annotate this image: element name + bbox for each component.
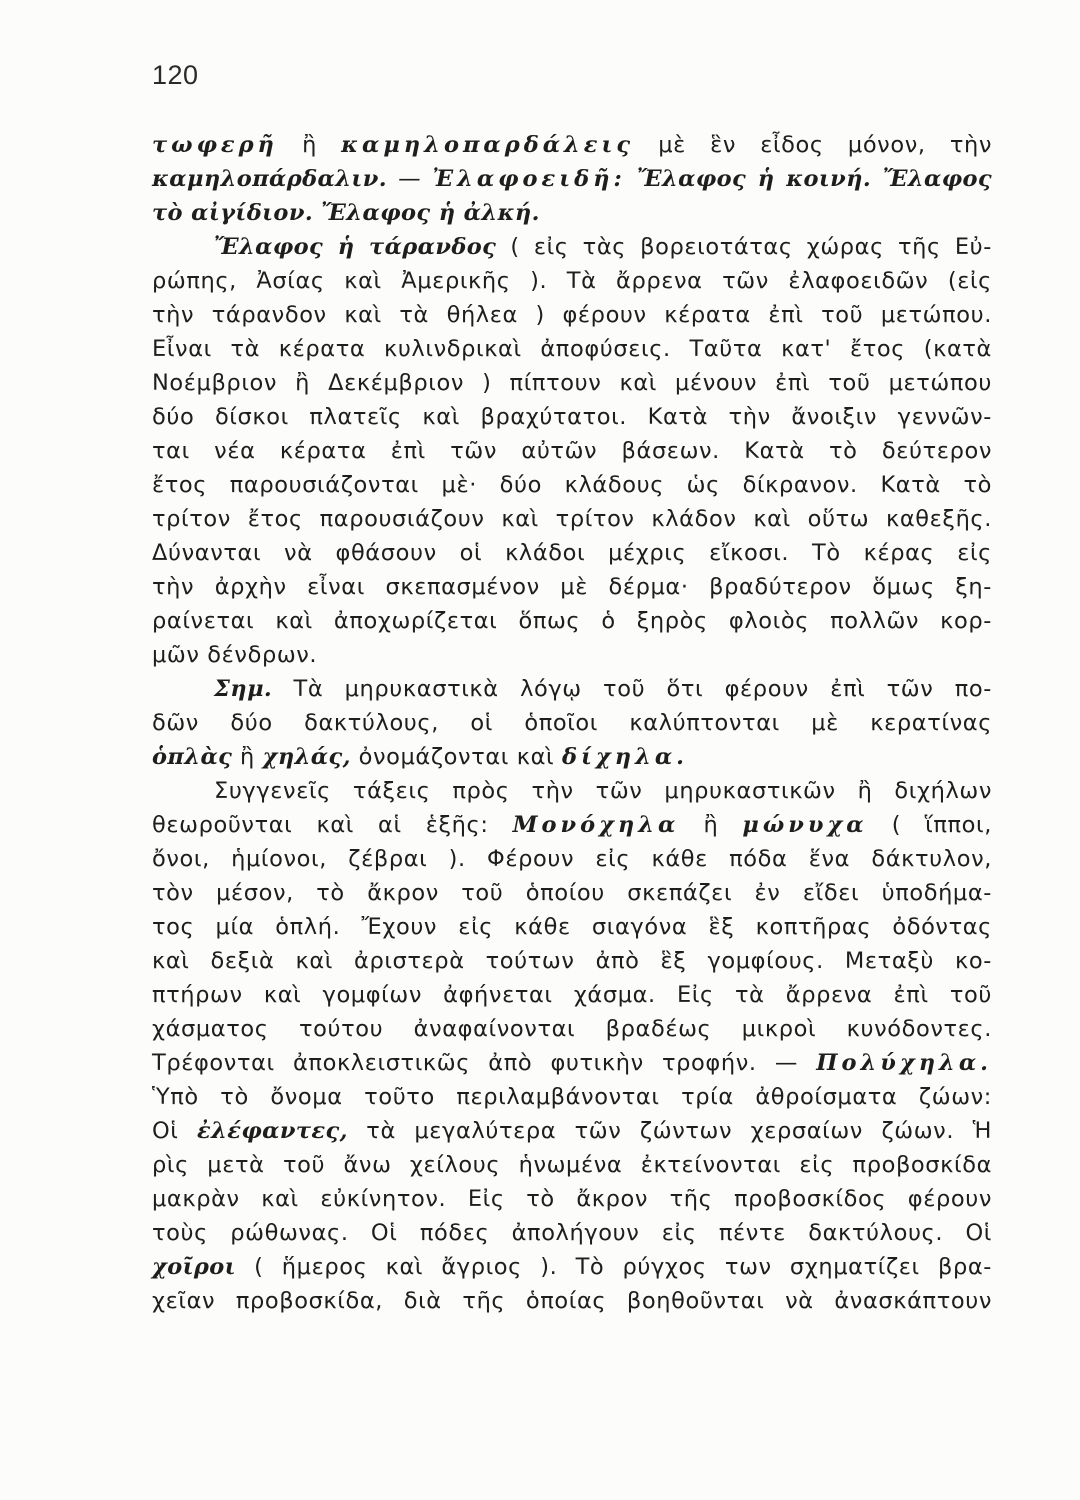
emphasis-text: Μονόχηλα [512,812,680,838]
text-run: ( εἰς τὰς βορειοτάτας χώρας τῆς Εὐ- [496,234,992,260]
text-line [152,1114,992,1148]
emphasis-text: Σημ. [214,676,273,702]
text-run: τοὺς ρώθωνας. Οἱ πόδες ἀπολήγουν εἰς πέντε δακτύλους. Οἱ [152,1220,992,1246]
text-run: ραίνεται καὶ ἀποχωρίζεται ὅπως ὁ ξηρὸς φλοιὸς πολλῶν κορ- [152,608,992,634]
text-line [152,468,992,502]
text-line [152,944,992,978]
text-run: Δύνανται νὰ φθάσουν οἱ κλάδοι μέχρις εἴκοσι. Τὸ κέρας εἰς [152,540,992,566]
text-run: τὸν μέσον, τὸ ἄκρον τοῦ ὁποίου σκεπάζει ἐν εἴδει ὑποδήμα- [152,880,992,906]
text-run: ( ἥμερος καὶ ἄγριος ). Τὸ ρύγχος των σχηματίζει βρα- [235,1254,992,1280]
emphasis-text: μώνυχα [742,812,868,838]
emphasis-text: Ἔλαφος ἡ τάρανδος [214,234,497,260]
body-text [152,128,992,1318]
text-line [152,1046,992,1080]
text-run: πτήρων καὶ γομφίων ἀφήνεται χάσμα. Εἰς τὰ ἄρρενα ἐπὶ τοῦ [152,982,992,1008]
text-run: Τρέφονται ἀποκλειστικῶς ἀπὸ φυτικὴν τροφήν. — [152,1050,817,1076]
text-line [152,332,992,366]
emphasis-text: ἐλέφαντες, [197,1118,348,1144]
text-run: ( ἵπποι, [867,812,992,838]
text-run: θεωροῦνται καὶ αἱ ἑξῆς: [152,812,513,838]
text-run: ἔτος παρουσιάζονται μὲ· δύο κλάδους ὡς δίκρανον. Κατὰ τὸ [152,472,992,498]
emphasis-text: Ἔλαφος ἡ κοινή. Ἔλαφος [636,166,992,192]
text-run [626,166,637,192]
text-run: τὴν ἀρχὴν εἶναι σκεπασμένον μὲ δέρμα· βραδύτερον ὅμως ξη- [152,574,992,600]
page-number: 120 [152,60,199,90]
text-line [152,434,992,468]
emphasis-text: καμηλοπαρδάλεις [341,132,635,158]
emphasis-text: χηλάς, [262,744,351,770]
text-run: ρώπης, Ἀσίας καὶ Ἀμερικῆς ). Τὰ ἄρρενα τῶν ἐλαφοειδῶν (εἰς [152,268,992,294]
emphasis-text: Πολύχηλα. [816,1050,992,1076]
text-run: Εἶναι τὰ κέρατα κυλινδρικαὶ ἀποφύσεις. Ταῦτα κατ' ἔτος (κατὰ [152,336,992,362]
text-line [152,128,992,162]
text-line [152,230,992,264]
emphasis-text: δίχηλα. [562,744,689,770]
text-run: Οἱ [152,1118,198,1144]
text-run: τρίτον ἔτος παρουσιάζουν καὶ τρίτον κλάδον καὶ οὕτω καθεξῆς. [152,506,992,532]
text-line [152,196,992,230]
emphasis-text: Ἐλαφοειδῆ: [432,166,626,192]
emphasis-text: χοῖροι [152,1254,236,1280]
text-run: χεῖαν προβοσκίδα, διὰ τῆς ὁποίας βοηθοῦνται νὰ ἀνασκάπτουν [152,1288,992,1314]
text-line [152,570,992,604]
text-run: ρὶς μετὰ τοῦ ἄνω χείλους ἡνωμένα ἐκτείνονται εἰς προβοσκίδα [152,1152,992,1178]
text-run: Τὰ μηρυκαστικὰ λόγῳ τοῦ ὅτι φέρουν ἐπὶ τῶν πο- [272,676,992,702]
text-run: ται νέα κέρατα ἐπὶ τῶν αὐτῶν βάσεων. Κατὰ τὸ δεύτερον [152,438,992,464]
text-line [152,264,992,298]
text-line [152,1182,992,1216]
text-run: τὰ μεγαλύτερα τῶν ζώντων χερσαίων ζώων. Ἡ [347,1118,993,1144]
text-line [152,1216,992,1250]
text-line [152,672,992,706]
text-line [152,502,992,536]
text-run: μὲ ἓν εἶδος μόνον, τὴν [634,132,992,158]
text-run: ὄνοι, ἡμίονοι, ζέβραι ). Φέρουν εἰς κάθε πόδα ἕνα δάκτυλον, [152,846,992,872]
text-line [152,162,992,196]
emphasis-text: ὁπλὰς [152,744,233,770]
text-run: δύο δίσκοι πλατεῖς καὶ βραχύτατοι. Κατὰ τὴν ἄνοιξιν γεννῶν- [152,404,992,430]
text-line [152,604,992,638]
text-run: Νοέμβριον ἢ Δεκέμβριον ) πίπτουν καὶ μένουν ἐπὶ τοῦ μετώπου [152,370,992,396]
emphasis-text: τὸ αἰγίδιον. Ἔλαφος ἡ ἀλκή. [152,200,540,226]
text-line [152,706,992,740]
text-line [152,638,992,672]
text-line [152,1284,992,1318]
emphasis-text: καμηλοπάρδαλιν. [152,166,387,192]
text-run: Ὑπὸ τὸ ὄνομα τοῦτο περιλαμβάνονται τρία ἀθροίσματα ζώων: [152,1084,992,1110]
text-line [152,1250,992,1284]
text-line [152,1080,992,1114]
text-line [152,1148,992,1182]
text-line [152,366,992,400]
text-line [152,876,992,910]
text-line [152,400,992,434]
text-run: Συγγενεῖς τάξεις πρὸς τὴν τῶν μηρυκαστικῶν ἢ διχήλων [214,778,992,804]
text-run: ἢ [277,132,342,158]
text-run: τος μία ὁπλή. Ἔχουν εἰς κάθε σιαγόνα ἓξ κοπτῆρας ὀδόντας [152,914,992,940]
text-line [152,1012,992,1046]
text-line [152,910,992,944]
text-line [152,774,992,808]
text-run: — [386,166,433,192]
text-line [152,536,992,570]
text-run: ἢ [679,812,743,838]
emphasis-text: τωφερῆ [152,132,278,158]
text-line [152,842,992,876]
text-run: χάσματος τούτου ἀναφαίνονται βραδέως μικροὶ κυνόδοντες. [152,1016,992,1042]
text-line [152,740,992,774]
text-run: καὶ δεξιὰ καὶ ἀριστερὰ τούτων ἀπὸ ἓξ γομφίους. Μεταξὺ κο- [152,948,992,974]
text-run: τὴν τάρανδον καὶ τὰ θήλεα ) φέρουν κέρατα ἐπὶ τοῦ μετώπου. [152,302,992,328]
text-line [152,978,992,1012]
text-run: δῶν δύο δακτύλους, οἱ ὁποῖοι καλύπτονται μὲ κερατίνας [152,710,992,736]
text-run: ἢ [232,744,263,770]
text-run: μακρὰν καὶ εὐκίνητον. Εἰς τὸ ἄκρον τῆς προβοσκίδος φέρουν [152,1186,992,1212]
text-run: ὀνομάζονται καὶ [350,744,563,770]
text-line [152,808,992,842]
text-run: μῶν δένδρων. [152,642,318,668]
text-line [152,298,992,332]
